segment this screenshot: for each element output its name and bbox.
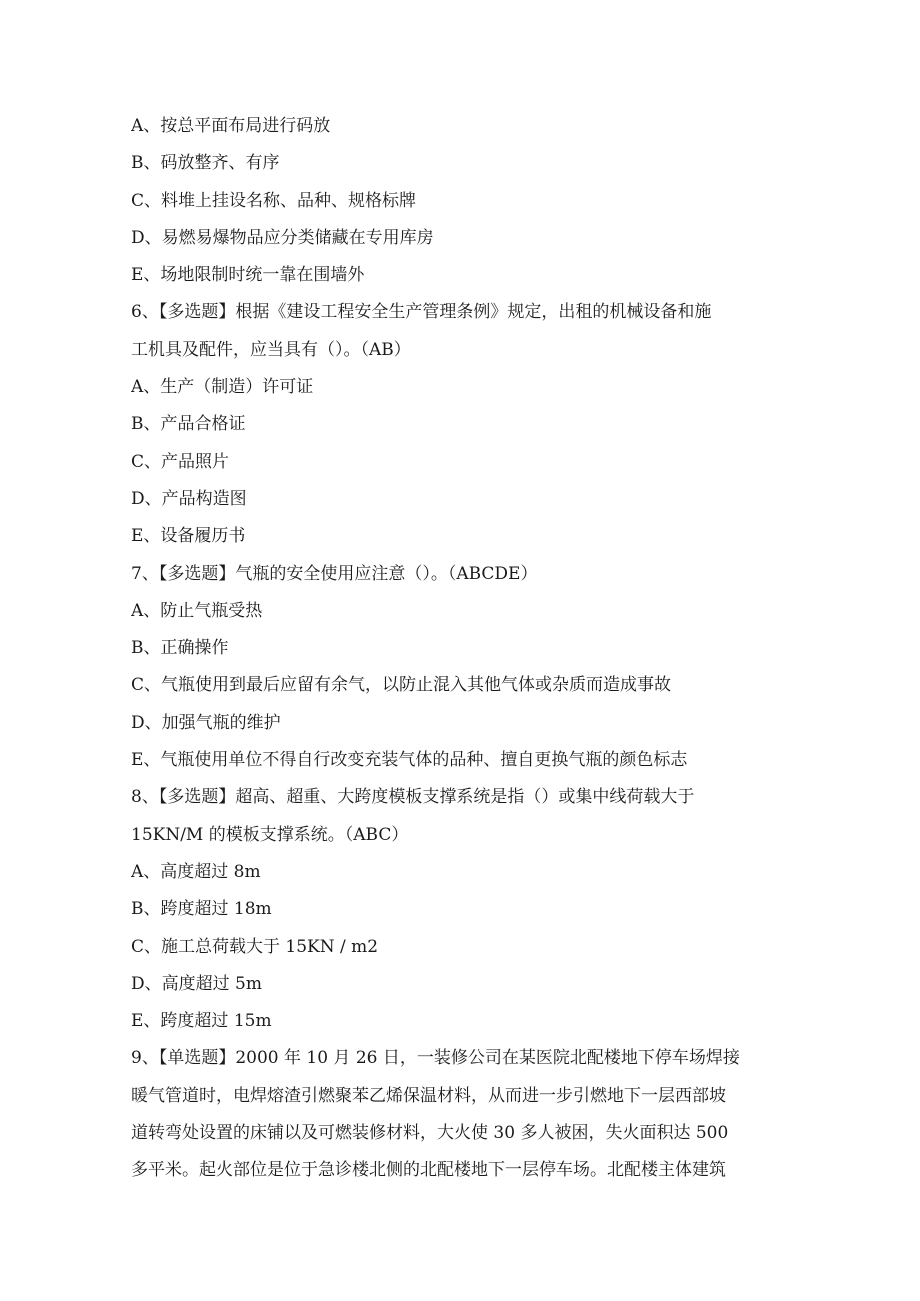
option-line: D、高度超过 5m <box>131 973 262 994</box>
question-line: 道转弯处设置的床铺以及可燃装修材料，大火使 30 多人被困，失火面积达 500 <box>131 1123 729 1144</box>
option-line: A、高度超过 8m <box>131 861 261 882</box>
option-line: A、按总平面布局进行码放 <box>131 116 331 136</box>
option-line: B、正确操作 <box>131 638 229 659</box>
option-line: B、跨度超过 18m <box>131 899 272 920</box>
question-line: 8、【多选题】超高、超重、大跨度模板支撑系统是指（）或集中线荷载大于 <box>131 787 695 808</box>
option-line: D、易燃易爆物品应分类储藏在专用库房 <box>131 227 434 248</box>
question-line: 6、【多选题】根据《建设工程安全生产管理条例》规定，出租的机械设备和施 <box>131 302 712 323</box>
document-body <box>131 108 791 1190</box>
question-line: 多平米。起火部位是位于急诊楼北侧的北配楼地下一层停车场。北配楼主体建筑 <box>131 1160 726 1181</box>
option-line: D、加强气瓶的维护 <box>131 712 281 733</box>
option-line: A、生产（制造）许可证 <box>131 377 314 398</box>
option-line: D、产品构造图 <box>131 488 247 509</box>
option-line: A、防止气瓶受热 <box>131 600 263 621</box>
question-line: 15KN/M 的模板支撑系统。（ABC） <box>131 824 409 845</box>
option-line: C、产品照片 <box>131 451 230 472</box>
option-line: B、码放整齐、有序 <box>131 153 280 174</box>
option-line: E、场地限制时统一靠在围墙外 <box>131 265 365 286</box>
question-line: 工机具及配件，应当具有（）。（AB） <box>131 339 411 360</box>
question-line: 7、【多选题】气瓶的安全使用应注意（）。（ABCDE） <box>131 563 538 584</box>
option-line: E、跨度超过 15m <box>131 1011 272 1032</box>
option-line: E、设备履历书 <box>131 526 246 547</box>
option-line: B、产品合格证 <box>131 414 246 435</box>
question-line: 暖气管道时，电焊熔渣引燃聚苯乙烯保温材料，从而进一步引燃地下一层西部坡 <box>131 1085 726 1106</box>
option-line: C、气瓶使用到最后应留有余气，以防止混入其他气体或杂质而造成事故 <box>131 675 672 696</box>
option-line: C、料堆上挂设名称、品种、规格标牌 <box>131 190 417 211</box>
option-line: C、施工总荷载大于 15KN / m2 <box>131 936 379 957</box>
question-line: 9、【单选题】2000 年 10 月 26 日，一装修公司在某医院北配楼地下停车场焊接 <box>131 1048 740 1069</box>
option-line: E、气瓶使用单位不得自行改变充装气体的品种、擅自更换气瓶的颜色标志 <box>131 750 688 771</box>
